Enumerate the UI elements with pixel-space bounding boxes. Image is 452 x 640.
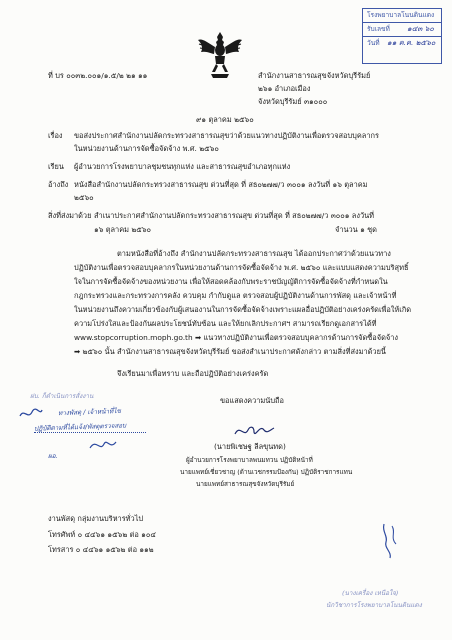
closing-request: จึงเรียนมาเพื่อทราบ และถือปฏิบัติอย่างเคร่งครัด — [117, 369, 269, 378]
enclosure-label: สิ่งที่ส่งมาด้วย — [48, 211, 92, 220]
reference-line-2: ๒๕๖๐ — [74, 193, 94, 202]
stamp-receive-row — [363, 23, 441, 37]
reference-line-1: หนังสือสำนักงานปลัดกระทรวงสาธารณสุข ด่วนที่สุด ที่ สธ๐๒๗๗/ว ๓๐๐๑ ลงวันที่ ๑๖ ตุลาคม — [74, 180, 368, 189]
stamp-date-value: ๑๑ ค.ค. ๒๕๖๐ — [387, 38, 436, 47]
contact-fax: โทรสาร ๐ ๔๔๖๑ ๑๕๖๒ ต่อ ๑๑๒ — [48, 545, 154, 554]
body-line: ปฏิบัติงานเพื่อตรวจสอบบุคลากรในหน่วยงานด้านการจัดซื้อจัดจ้าง พ.ศ. ๒๕๖๐ และแบบแสดงความบริสุทธิ์ — [74, 263, 409, 272]
signatory-title-2: นายแพทย์เชี่ยวชาญ (ด้านเวชกรรมป้องกัน) ปฏิบัติราชการแทน — [180, 468, 353, 476]
handwritten-note-2: ปฏิบัติตามที่ได้แจ้ง/พัสดุตรวจสอบ — [33, 421, 127, 433]
office-address-2: จังหวัดบุรีรัมย์ ๓๑๐๐๐ — [258, 97, 328, 106]
bottom-handwritten-name: (นางเครื่อง เหนือใจ) — [342, 589, 399, 597]
garuda-emblem-icon — [197, 30, 243, 80]
body-line: ความโปร่งใสและป้องกันผลประโยชน์ทับซ้อน และให้ยกเลิกประกาศฯ สามารถเรียกดูเอกสารได้ที่ — [74, 319, 377, 328]
bottom-handwritten-title: นักวิชาการโรงพยาบาลโนนดินแดง — [326, 601, 422, 609]
handwritten-mark-icon — [378, 520, 402, 560]
handwritten-signature-icon — [88, 436, 118, 454]
stamp-date-label: วันที่ — [367, 39, 380, 47]
contact-phone: โทรศัพท์ ๐ ๔๔๖๑ ๑๕๖๒ ต่อ ๑๐๔ — [48, 530, 156, 539]
document-ref-number: ที่ บร ๐๐๓๒.๐๐๑/๑.๕/๒ ๒๑ ๑๑ — [48, 71, 148, 80]
recipient-text: ผู้อำนวยการโรงพยาบาลชุมชนทุกแห่ง และสาธารณสุขอำเภอทุกแห่ง — [74, 162, 291, 171]
handwritten-scribble-icon — [18, 406, 44, 422]
signatory-title-3: นายแพทย์สาธารณสุขจังหวัดบุรีรัมย์ — [196, 480, 295, 488]
enclosure-count: จำนวน ๑ ชุด — [335, 225, 377, 234]
stamp-receive-number: ๑๔๓ ๖๐ — [407, 24, 434, 33]
body-line: ➡ ๒๕๖๐ นั้น สำนักงานสาธารณสุขจังหวัดบุรีรัมย์ ขอส่งสำเนาประกาศดังกล่าว ตามสิ่งที่ส่งมาด้วยนี้ — [74, 347, 386, 356]
enclosure-line-1: สำเนาประกาศสำนักงานปลัดกระทรวงสาธารณสุข ด่วนที่สุด ที่ สธ๐๒๗๗/ว ๓๐๐๑ ลงวันที่ — [94, 211, 375, 220]
receiving-stamp — [362, 8, 442, 64]
office-address-1: ๒๖๑ อำเภอเมือง — [258, 84, 311, 93]
handwritten-initials: ผอ. — [48, 452, 58, 460]
enclosure-line-2: ๑๖ ตุลาคม ๒๕๖๐ — [94, 225, 152, 234]
reference-label: อ้างถึง — [48, 180, 69, 189]
signatory-name: (นายพิเชษฐ ลีลขุนทด) — [214, 442, 286, 451]
signature-icon — [232, 420, 276, 444]
office-name: สำนักงานสาธารณสุขจังหวัดบุรีรัมย์ — [258, 71, 371, 80]
stamp-date-row — [363, 37, 441, 51]
stamp-org: โรงพยาบาลโนนดินแดง — [363, 9, 441, 23]
handwritten-note-top: ฝบ. ก็ดำเนินการสั่งงาน — [30, 392, 94, 400]
body-line: www.stopcorruption.moph.go.th ➡ แนวทางปฏิบัติงานเพื่อตรวจสอบบุคลากรด้านการจัดซื้อจัดจ้าง — [74, 333, 398, 342]
signatory-title-1: ผู้อำนวยการโรงพยาบาลพนมทวน ปฏิบัติหน้าที่ — [186, 456, 313, 464]
body-line: ใจในการจัดซื้อจัดจ้างของหน่วยงาน เพื่อให้สอดคล้องกับพระราชบัญญัติการจัดซื้อจัดจ้างที่กำหนดใน — [74, 277, 388, 286]
contact-unit: งานพัสดุ กลุ่มงานบริหารทั่วไป — [48, 514, 144, 523]
recipient-label: เรียน — [48, 162, 64, 171]
body-line: กฎกระทรวงและกระทรวงการคลัง ควบคุม กำกับดูแล ตรวจสอบผู้ปฏิบัติงานด้านการพัสดุ และเจ้าหน้าที่ — [74, 291, 397, 300]
body-line: ในหน่วยงานถึงความเกี่ยวข้องกับผู้เสนองานในการจัดซื้อจัดจ้างเพราะแผลอื่อปฏิบัติอย่างเคร่งครัดเพื่อให้เกิด — [74, 305, 412, 314]
subject-line-1: ขอส่งประกาศสำนักงานปลัดกระทรวงสาธารณสุขว่าด้วยแนวทางปฏิบัติงานเพื่อตรวจสอบบุคลากร — [74, 131, 379, 140]
document-date: ๙๑ ตุลาคม ๒๕๖๐ — [196, 115, 254, 124]
handwritten-note-1: ทางพัสดุ / เจ้าหน้าที่ไข — [57, 406, 122, 418]
subject-line-2: ในหน่วยงานด้านการจัดซื้อจัดจ้าง พ.ศ. ๒๕๖๐ — [74, 144, 219, 153]
signature-closing: ขอแสดงความนับถือ — [220, 396, 284, 405]
body-line: ตามหนังสือที่อ้างถึง สำนักงานปลัดกระทรวงสาธารณสุข ได้ออกประกาศว่าด้วยแนวทาง — [117, 249, 391, 258]
subject-label: เรื่อง — [48, 131, 63, 140]
stamp-receive-label: รับเลขที่ — [367, 25, 390, 33]
handwritten-underline — [34, 432, 146, 433]
